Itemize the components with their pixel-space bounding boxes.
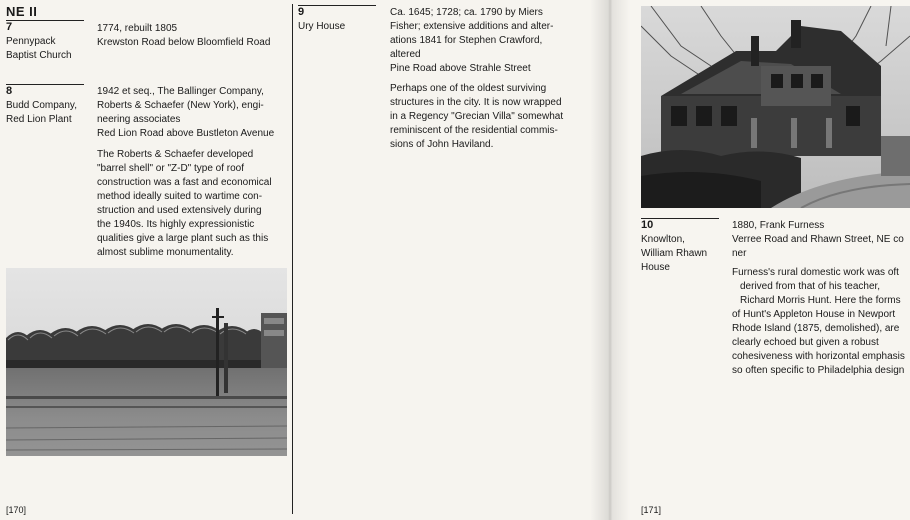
budd-plant-image xyxy=(6,268,287,456)
entry-10-meta-line: 1880, Frank Furness xyxy=(732,220,825,231)
entry-10-number: 10 xyxy=(641,219,654,231)
entry-9-desc-line: in a Regency "Grecian Villa" somewhat xyxy=(390,111,564,122)
entry-10-name-line: William Rhawn xyxy=(641,248,708,259)
entry-10-desc-line: cohesiveness with horizontal emphasis xyxy=(732,351,905,362)
entry-9-meta xyxy=(390,6,582,76)
entry-9-name-line: Ury House xyxy=(298,21,346,32)
entry-8-meta-line: neering associates xyxy=(97,114,181,125)
entry-9-desc-line: sions of John Haviland. xyxy=(390,139,494,150)
section-heading: NE II xyxy=(6,4,38,19)
knowlton-house-photo xyxy=(641,6,910,208)
entry-8-name-line: Budd Company, xyxy=(6,100,77,111)
entry-9-address: Pine Road above Strahle Street xyxy=(390,63,531,74)
entry-10-desc-line: of Hunt's Appleton House in Newport xyxy=(732,309,896,320)
entry-8-name xyxy=(6,99,90,127)
entry-10-desc-line: so often specific to Philadelphia design xyxy=(732,365,905,376)
entry-9-description xyxy=(390,82,586,152)
entry-8-desc-line: almost sublime monumentality. xyxy=(97,247,234,258)
entry-10-desc-line: clearly echoed but given a robust xyxy=(732,337,879,348)
entry-10-meta xyxy=(732,219,910,261)
entry-10-description xyxy=(732,266,910,378)
entry-9-desc-line: reminiscent of the residential commis- xyxy=(390,125,558,136)
entry-10-desc-line: Furness's rural domestic work was oft xyxy=(732,267,899,278)
entry-8-desc-line: method ideally suited to wartime con- xyxy=(97,191,263,202)
entry-10-address: Verree Road and Rhawn Street, NE co xyxy=(732,234,904,245)
entry-9-desc-line: Perhaps one of the oldest surviving xyxy=(390,83,547,94)
entry-8-desc-line: the 1940s. Its highly expressionistic xyxy=(97,219,255,230)
entry-8-number: 8 xyxy=(6,85,13,97)
entry-10-desc-line: derived from that of his teacher, xyxy=(740,281,881,292)
entry-8-name-line: Red Lion Plant xyxy=(6,114,72,125)
entry-8-desc-line: "barrel shell" or "Z-D" type of roof xyxy=(97,163,245,174)
entry-10-name-line: Knowlton, xyxy=(641,234,685,245)
entry-8-desc-line: qualities give a large plant such as this xyxy=(97,233,269,244)
budd-plant-photo xyxy=(6,268,287,456)
entry-7-number: 7 xyxy=(6,21,13,33)
entry-8-address: Red Lion Road above Bustleton Avenue xyxy=(97,128,275,139)
entry-10-address-cont: ner xyxy=(732,248,747,259)
entry-7-name-line: Pennypack xyxy=(6,36,56,47)
entry-8-desc-line: struction and used extensively during xyxy=(97,205,262,216)
column-divider xyxy=(292,4,293,514)
entry-7-rule xyxy=(6,20,84,21)
entry-9-rule xyxy=(298,5,376,6)
entry-9-meta-line: altered xyxy=(390,49,421,60)
entry-8-meta-line: 1942 et seq., The Ballinger Company, xyxy=(97,86,264,97)
right-page-number: [171] xyxy=(641,505,662,515)
entry-9-name xyxy=(298,20,382,34)
left-page-number: [170] xyxy=(6,505,27,515)
entry-7-address: Krewston Road below Bloomfield Road xyxy=(97,37,271,48)
entry-8-meta-line: Roberts & Schaefer (New York), engi- xyxy=(97,100,264,111)
entry-7-meta xyxy=(97,22,289,50)
entry-8-desc-line: The Roberts & Schaefer developed xyxy=(97,149,254,160)
entry-10-desc-line: Rhode Island (1875, demolished), are xyxy=(732,323,900,334)
entry-10-name-line: House xyxy=(641,262,670,273)
entry-8-rule xyxy=(6,84,84,85)
entry-8-description xyxy=(97,148,293,260)
entry-8-meta xyxy=(97,85,293,141)
entry-10-desc-line: Richard Morris Hunt. Here the forms xyxy=(740,295,901,306)
entry-10-name xyxy=(641,233,721,275)
entry-9-number: 9 xyxy=(298,6,305,18)
entry-9-meta-line: Fisher; extensive additions and alter- xyxy=(390,21,554,32)
entry-8-desc-line: construction was a fast and economical xyxy=(97,177,272,188)
knowlton-house-image xyxy=(641,6,910,208)
entry-9-meta-line: ations 1841 for Stephen Crawford, xyxy=(390,35,543,46)
entry-9-desc-line: structures in the city. It is now wrapped xyxy=(390,97,562,108)
entry-9-meta-line: Ca. 1645; 1728; ca. 1790 by Miers xyxy=(390,7,543,18)
entry-7-name xyxy=(6,35,90,63)
entry-7-date: 1774, rebuilt 1805 xyxy=(97,23,178,34)
entry-7-name-line: Baptist Church xyxy=(6,50,72,61)
right-page xyxy=(608,0,910,520)
